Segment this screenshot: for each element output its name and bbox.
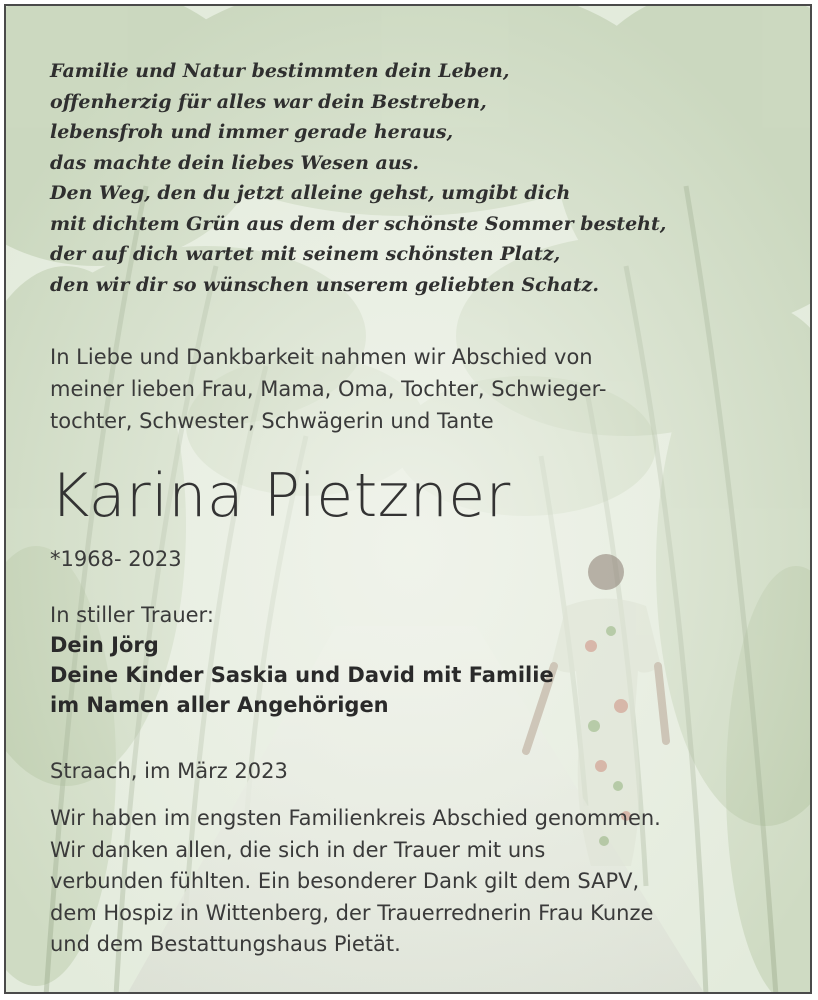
mourner-line: im Namen aller Angehörigen <box>50 693 389 717</box>
closing-note <box>50 803 800 961</box>
poem-line: das machte dein liebes Wesen aus. <box>50 151 419 174</box>
intro-line: meiner lieben Frau, Mama, Oma, Tochter, Schwieger- <box>50 377 607 401</box>
poem-line: lebensfroh und immer gerade heraus, <box>50 121 454 143</box>
intro-line: tochter, Schwester, Schwägerin und Tante <box>50 409 494 433</box>
mourners-block <box>50 600 790 720</box>
deceased-name: Karina Pietzner <box>50 461 511 531</box>
closing-line: verbunden fühlten. Ein besonderer Dank gilt dem SAPV, <box>50 869 640 893</box>
place-date: Straach, im März 2023 <box>50 759 288 783</box>
farewell-intro <box>50 341 780 437</box>
mourners-heading: In stiller Trauer: <box>50 603 214 627</box>
closing-line: Wir danken allen, die sich in der Trauer mit uns <box>50 837 546 862</box>
obituary-content <box>6 6 810 992</box>
mourner-line: Dein Jörg <box>50 633 159 657</box>
obituary-card <box>4 4 812 994</box>
poem-line: den wir dir so wünschen unserem geliebten Schatz. <box>50 273 599 296</box>
poem-line: offenherzig für alles war dein Bestreben, <box>50 90 487 113</box>
intro-line: In Liebe und Dankbarkeit nahmen wir Abschied von <box>50 345 593 369</box>
life-dates: *1968- 2023 <box>50 547 182 571</box>
poem-line: Den Weg, den du jetzt alleine gehst, umgibt dich <box>50 182 571 204</box>
closing-line: Wir haben im engsten Familienkreis Abschied genommen. <box>50 806 661 830</box>
poem-line: Familie und Natur bestimmten dein Leben, <box>50 60 510 82</box>
mourner-line: Deine Kinder Saskia und David mit Familie <box>50 663 554 687</box>
poem <box>50 56 780 300</box>
poem-line: mit dichtem Grün aus dem der schönste Sommer besteht, <box>50 212 667 235</box>
poem-line: der auf dich wartet mit seinem schönsten Platz, <box>50 243 561 265</box>
closing-line: dem Hospiz in Wittenberg, der Trauerrednerin Frau Kunze <box>50 900 654 925</box>
closing-line: und dem Bestattungshaus Pietät. <box>50 932 401 956</box>
